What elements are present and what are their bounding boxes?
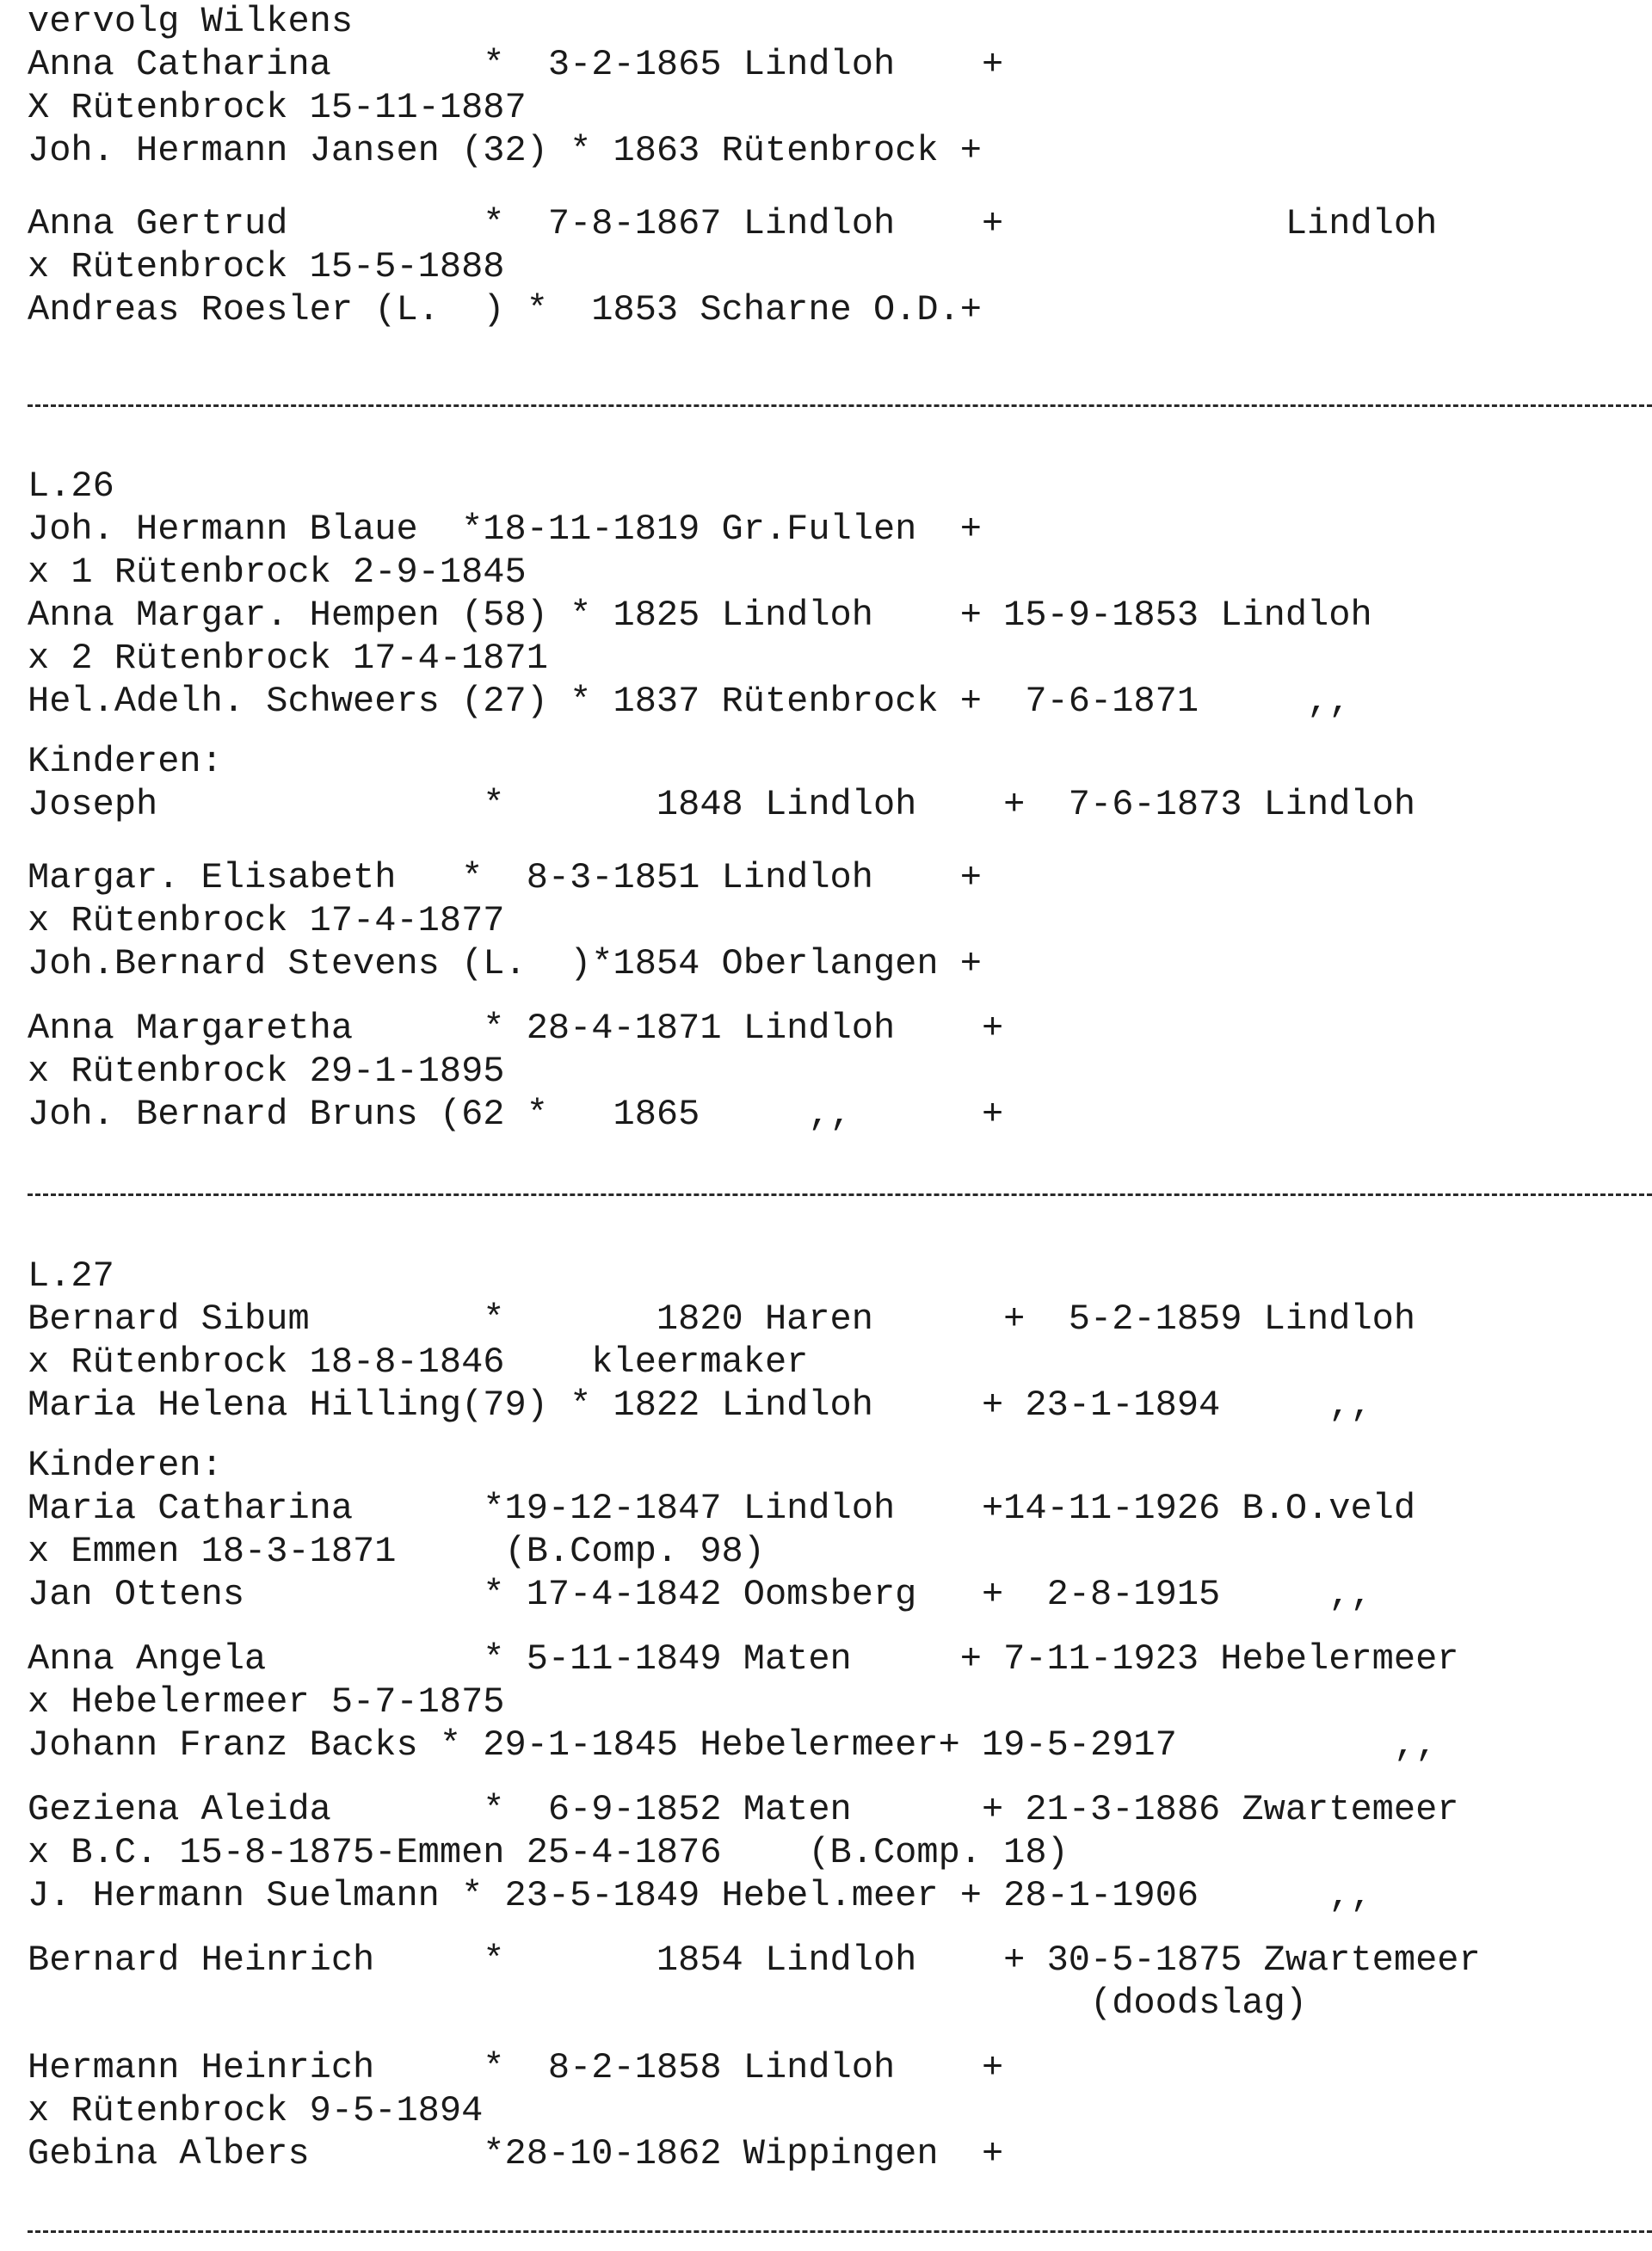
record-line: Bernard Sibum * 1820 Haren + 5-2-1859 Lindloh <box>28 1298 1416 1340</box>
record-line: Anna Margaretha * 28-4-1871 Lindloh + <box>28 1008 1004 1049</box>
record-line: Johann Franz Backs * 29-1-1845 Hebelermeer+ 19-5-2917 ,, <box>28 1724 1438 1766</box>
record-line: Geziena Aleida * 6-9-1852 Maten + 21-3-1886 Zwartemeer <box>28 1789 1459 1830</box>
dashed-separator <box>28 1193 1652 1196</box>
record-line: Anna Catharina * 3-2-1865 Lindloh + <box>28 44 1004 85</box>
record-line: L.26 <box>28 466 114 507</box>
record-line: (doodslag) <box>28 1983 1308 2024</box>
record-line: Joh. Hermann Blaue *18-11-1819 Gr.Fullen + <box>28 509 982 550</box>
record-line: x Rütenbrock 9-5-1894 <box>28 2090 484 2131</box>
record-line: Anna Gertrud * 7-8-1867 Lindloh + Lindloh <box>28 203 1438 244</box>
dashed-separator <box>28 2230 1652 2233</box>
record-line: vervolg Wilkens <box>28 1 354 42</box>
record-line: L.27 <box>28 1255 114 1297</box>
record-line: x Rütenbrock 17-4-1877 <box>28 900 505 941</box>
record-line: Joh. Hermann Jansen (32) * 1863 Rütenbrock + <box>28 130 982 171</box>
record-line: Gebina Albers *28-10-1862 Wippingen + <box>28 2133 1004 2174</box>
record-line: Maria Catharina *19-12-1847 Lindloh +14-11-1926 B.O.veld <box>28 1488 1416 1529</box>
record-line: x Hebelermeer 5-7-1875 <box>28 1681 505 1723</box>
record-line: Anna Margar. Hempen (58) * 1825 Lindloh + 15-9-1853 Lindloh <box>28 595 1372 636</box>
record-line: x Rütenbrock 29-1-1895 <box>28 1051 505 1092</box>
record-line: x 2 Rütenbrock 17-4-1871 <box>28 638 548 679</box>
record-line: x Rütenbrock 18-8-1846 kleermaker <box>28 1341 809 1383</box>
record-line: Kinderen: <box>28 1445 223 1486</box>
record-line: x 1 Rütenbrock 2-9-1845 <box>28 552 527 593</box>
record-line: X Rütenbrock 15-11-1887 <box>28 87 527 128</box>
record-line: Maria Helena Hilling(79) * 1822 Lindloh + 23-1-1894 ,, <box>28 1385 1372 1426</box>
record-line: Kinderen: <box>28 741 223 782</box>
record-line: Jan Ottens * 17-4-1842 Oomsberg + 2-8-1915 ,, <box>28 1574 1372 1615</box>
record-line: Margar. Elisabeth * 8-3-1851 Lindloh + <box>28 857 982 898</box>
dashed-separator <box>28 404 1652 407</box>
record-line: Bernard Heinrich * 1854 Lindloh + 30-5-1875 Zwartemeer <box>28 1940 1481 1981</box>
record-line: Joh.Bernard Stevens (L. )*1854 Oberlangen + <box>28 943 982 984</box>
record-line: Joseph * 1848 Lindloh + 7-6-1873 Lindloh <box>28 784 1416 825</box>
record-line: Hermann Heinrich * 8-2-1858 Lindloh + <box>28 2047 1004 2088</box>
record-line: Joh. Bernard Bruns (62 * 1865 ,, + <box>28 1094 1004 1135</box>
record-line: Anna Angela * 5-11-1849 Maten + 7-11-1923 Hebelermeer <box>28 1638 1459 1680</box>
record-line: x Rütenbrock 15-5-1888 <box>28 246 505 287</box>
record-line: J. Hermann Suelmann * 23-5-1849 Hebel.meer + 28-1-1906 ,, <box>28 1875 1372 1916</box>
record-line: Andreas Roesler (L. ) * 1853 Scharne O.D.+ <box>28 289 982 330</box>
record-line: x Emmen 18-3-1871 (B.Comp. 98) <box>28 1531 765 1572</box>
record-line: Hel.Adelh. Schweers (27) * 1837 Rütenbrock + 7-6-1871 ,, <box>28 681 1351 722</box>
record-line: x B.C. 15-8-1875-Emmen 25-4-1876 (B.Comp. 18) <box>28 1832 1069 1873</box>
genealogy-page <box>28 0 1652 2251</box>
